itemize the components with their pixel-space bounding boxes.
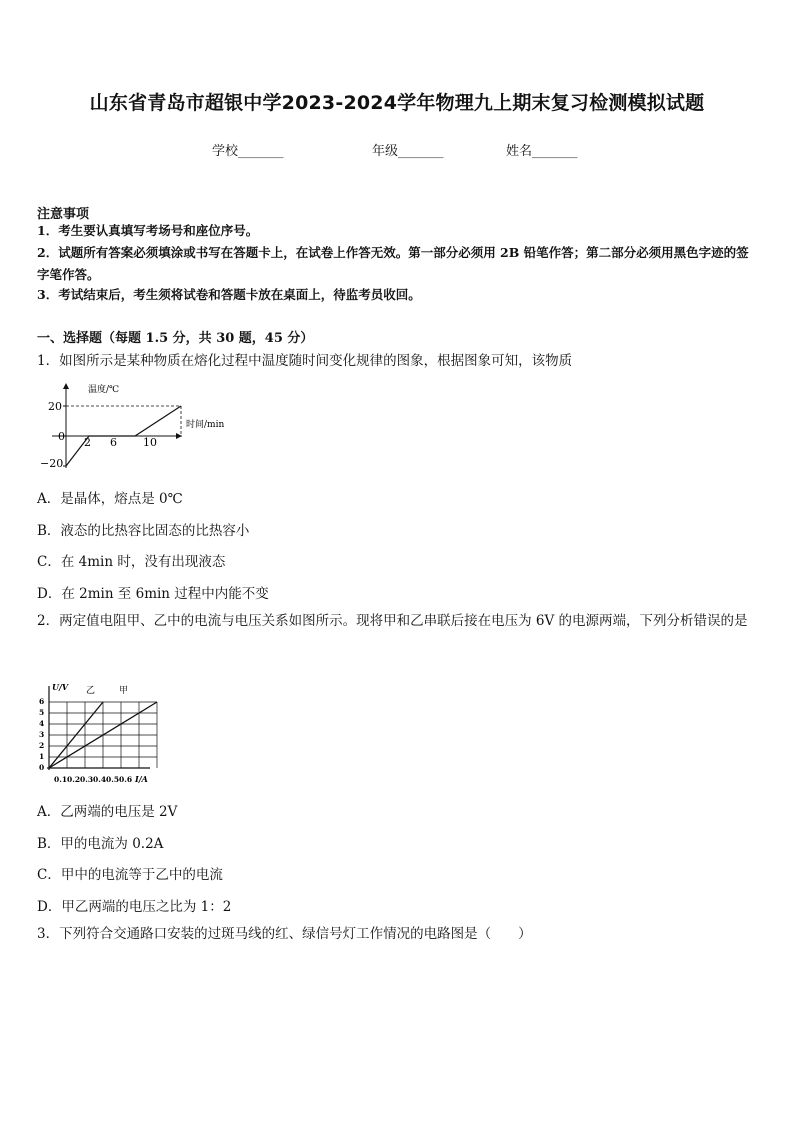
graph1-ytick: −20 — [40, 457, 64, 470]
page-title: 山东省青岛市超银中学2023-2024学年物理九上期末复习检测模拟试题 — [89, 92, 705, 114]
graph2-xlabel: I/A — [135, 774, 148, 784]
q1-option-a[interactable]: A．是晶体，熔点是 0℃ — [37, 491, 183, 507]
graph1-xtick: 2 — [84, 436, 91, 449]
name-field[interactable]: 姓名_______ — [506, 144, 578, 159]
graph2-ytick: 4 — [39, 719, 45, 728]
graph2-xtick: 0.5 — [106, 775, 120, 784]
school-field[interactable]: 学校_______ — [212, 144, 284, 159]
note-item: 2．试题所有答案必须填涂或书写在答题卡上，在试卷上作答无效。第一部分必须用 2B 铅笔作答；第二部分必须用黑色字迹的签字笔作答。 — [37, 245, 749, 282]
graph2-ytick: 5 — [39, 708, 45, 717]
graph1-ytick: 20 — [48, 400, 62, 413]
graph2-ytick: 0 — [39, 763, 45, 772]
graph2-xtick: 0.2 — [67, 775, 81, 784]
notes-title: 注意事项 — [37, 207, 90, 222]
graph2-xtick: 0.3 — [80, 775, 94, 784]
question-2-stem: 2．两定值电阻甲、乙中的电流与电压关系如图所示。现将甲和乙串联后接在电压为 6V 的电源两端，下列分析错误的是 — [37, 613, 748, 629]
graph1-xlabel: 时间/min — [186, 420, 225, 430]
graph2-ytick: 1 — [39, 752, 45, 761]
melting-graph — [30, 380, 225, 475]
graph2-xtick: 0.6 — [119, 775, 133, 784]
graph1-xtick: 10 — [143, 436, 157, 449]
graph2-xtick: 0.4 — [93, 775, 107, 784]
q2-option-d[interactable]: D．甲乙两端的电压之比为 1：2 — [37, 899, 232, 915]
q1-option-b[interactable]: B．液态的比热容比固态的比热容小 — [37, 523, 250, 539]
q2-option-c[interactable]: C．甲中的电流等于乙中的电流 — [37, 867, 223, 883]
graph1-y-arrow — [63, 383, 69, 389]
graph2-ytick: 3 — [39, 730, 45, 739]
grade-field[interactable]: 年级_______ — [372, 144, 444, 159]
graph2-ytick: 2 — [39, 741, 45, 750]
graph2-legend: 乙 — [86, 686, 96, 696]
graph1-ylabel: 温度/℃ — [88, 385, 120, 395]
question-3-stem: 3．下列符合交通路口安装的过斑马线的红、绿信号灯工作情况的电路图是（ ） — [37, 926, 532, 942]
q2-option-b[interactable]: B．甲的电流为 0.2A — [37, 836, 164, 852]
graph2-xtick: 0.1 — [54, 775, 68, 784]
graph2-legend: 甲 — [119, 686, 129, 696]
graph2-ylabel: U/V — [52, 682, 69, 692]
question-1-stem: 1．如图所示是某种物质在熔化过程中温度随时间变化规律的图象，根据图象可知，该物质 — [37, 353, 573, 369]
graph1-xtick: 6 — [110, 436, 117, 449]
section-title: 一、选择题（每题 1.5 分，共 30 题，45 分） — [37, 331, 314, 346]
iu-graph — [32, 678, 158, 788]
graph1-ytick: 0 — [58, 430, 65, 443]
q1-option-d[interactable]: D．在 2min 至 6min 过程中内能不变 — [37, 586, 269, 602]
note-item: 3．考试结束后，考生须将试卷和答题卡放在桌面上，待监考员收回。 — [37, 287, 421, 302]
q1-option-c[interactable]: C．在 4min 时，没有出现液态 — [37, 554, 226, 570]
q2-option-a[interactable]: A．乙两端的电压是 2V — [37, 804, 178, 820]
note-item: 1．考生要认真填写考场号和座位序号。 — [37, 223, 259, 238]
graph2-ytick: 6 — [39, 697, 45, 706]
